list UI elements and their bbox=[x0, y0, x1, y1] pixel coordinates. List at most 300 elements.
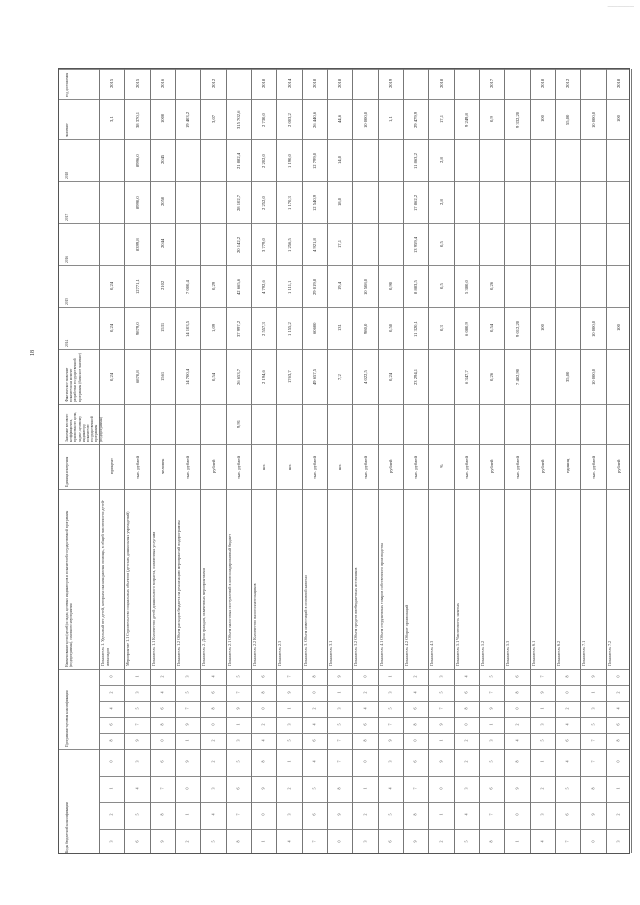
pcode-digit: 2 bbox=[260, 723, 266, 726]
code-digit: 3 bbox=[615, 840, 621, 842]
code-digit: 2 bbox=[286, 787, 291, 789]
code-digit: 3 bbox=[286, 813, 291, 816]
code-digit: 5 bbox=[210, 840, 215, 842]
code-digit: 0 bbox=[336, 840, 342, 842]
pcode-digit: 9 bbox=[286, 691, 291, 694]
code-digit: 0 bbox=[590, 840, 595, 842]
pcode-digit: 9 bbox=[539, 691, 545, 694]
row-baseline: 7,2 bbox=[337, 374, 343, 380]
code-subcol-line bbox=[99, 776, 629, 777]
code-digit: 5 bbox=[311, 787, 317, 789]
code-digit: 3 bbox=[539, 813, 545, 816]
pcode-digit: 7 bbox=[539, 675, 545, 678]
header-label-baseline: Фактическое значение показателя на момент разработки государственной программы (базисное значение) bbox=[65, 353, 82, 402]
row-divider bbox=[327, 69, 328, 853]
pcode-digit: 0 bbox=[564, 691, 570, 694]
row-name: Показатель 2.1 Объем налоговых поступлений в консолидированный бюджет bbox=[226, 533, 232, 666]
row-final-year: 2018 bbox=[616, 79, 622, 89]
row-unit: рублей bbox=[489, 459, 495, 474]
row-divider bbox=[606, 69, 607, 853]
header-label-name: Наименование цели (целей) и задач, целевых индикаторов и показателей государственной программы (подпрограммы), основного мероприятия bbox=[65, 510, 74, 667]
row-unit: тыс. рублей bbox=[590, 455, 596, 479]
row-divider bbox=[352, 69, 353, 853]
row-name: Показатель 5.1 Численность занятых bbox=[454, 603, 460, 666]
row-unit: тыс. рублей bbox=[362, 455, 368, 479]
code-digit: 2 bbox=[438, 840, 443, 842]
code-digit: 2 bbox=[108, 813, 114, 816]
row-final-year: 2019 bbox=[388, 79, 394, 89]
row-final-value: 100 bbox=[540, 115, 546, 123]
code-digit: 9 bbox=[590, 813, 595, 816]
row-final-year: 2012 bbox=[565, 79, 571, 89]
row-value-2014: 9879,0 bbox=[134, 321, 140, 335]
pcode-digit: 8 bbox=[564, 675, 570, 678]
code-digit: 8 bbox=[159, 813, 165, 816]
row-value-2016: 20 142,2 bbox=[236, 236, 242, 253]
code-digit: 8 bbox=[336, 787, 342, 789]
row-final-year: 2018 bbox=[312, 79, 318, 89]
row-unit: тыс. рублей bbox=[464, 455, 470, 479]
pcode-digit: 6 bbox=[463, 691, 469, 694]
header-label-weight: Значение весового коэффициента, присвоенного цели, задаче, целевому индикатору, показателю государственной программы (подпрограммы) bbox=[65, 411, 103, 442]
pcode-digit: 8 bbox=[311, 675, 317, 678]
pcode-digit: 8 bbox=[362, 739, 367, 742]
row-final-value: 3,07 bbox=[210, 115, 216, 124]
row-value-2014: 1 155,2 bbox=[286, 321, 292, 336]
row-divider bbox=[504, 69, 505, 853]
row-unit: единиц bbox=[565, 458, 571, 474]
row-baseline: 49 657,5 bbox=[312, 369, 318, 386]
row-divider bbox=[631, 69, 632, 853]
pcode-digit: 8 bbox=[108, 739, 114, 742]
row-name: Показатель 1.1 Количество детей дошкольного возраста, охваченных услугами bbox=[150, 531, 156, 666]
row-divider bbox=[302, 69, 303, 853]
pcode-subcol-line bbox=[99, 685, 629, 686]
pcode-digit: 4 bbox=[615, 707, 621, 710]
row-name: Показатель 5.2 bbox=[480, 640, 485, 666]
code-digit: 7 bbox=[235, 813, 241, 816]
row-value-2017: 12 540,9 bbox=[312, 194, 318, 211]
row-value-2015: 0,5 bbox=[438, 283, 444, 290]
row-final-year: 2018 bbox=[438, 79, 444, 89]
row-final-value: 55,00 bbox=[565, 114, 571, 125]
code-digit: 9 bbox=[336, 813, 342, 816]
row-unit: шт. bbox=[337, 463, 343, 470]
code-digit: 3 bbox=[362, 840, 367, 842]
row-value-2017: 28 102,7 bbox=[236, 194, 242, 211]
row-value-2018: 12 799,0 bbox=[312, 152, 318, 169]
row-divider bbox=[175, 69, 176, 853]
row-name: Показатель 6.1 bbox=[530, 640, 536, 666]
row-divider bbox=[200, 69, 201, 853]
row-divider bbox=[428, 69, 429, 853]
row-value-2015: 10 508,0 bbox=[362, 278, 368, 295]
row-final-value: 315 702,6 bbox=[236, 110, 242, 129]
row-baseline: 1763,7 bbox=[286, 370, 292, 384]
code-digit: 0 bbox=[184, 787, 190, 789]
pcode-digit: 9 bbox=[488, 707, 494, 710]
code-digit: 1 bbox=[362, 787, 367, 789]
row-value-2017: 2,8 bbox=[438, 199, 444, 206]
pcode-digit: 5 bbox=[184, 691, 190, 694]
pcode-digit: 3 bbox=[134, 691, 139, 694]
row-unit: рублей bbox=[210, 459, 216, 474]
row-value-2014: 14 103,5 bbox=[185, 320, 191, 337]
row-name: Показатель 3. Объем инвестиций в основной капитал bbox=[302, 574, 308, 666]
code-digit: 3 bbox=[108, 840, 114, 842]
code-digit: 4 bbox=[210, 813, 215, 816]
code-digit: 4 bbox=[286, 840, 291, 842]
pcode-digit: 5 bbox=[387, 707, 393, 710]
pcode-digit: 5 bbox=[590, 723, 595, 726]
row-value-2015: 19,4 bbox=[337, 282, 343, 291]
row-value-2014: 11 320,1 bbox=[413, 320, 419, 337]
pcode-digit: 7 bbox=[235, 691, 241, 694]
row-final-value: 44,6 bbox=[337, 115, 343, 124]
header-label-unit: Единица измерения bbox=[65, 456, 69, 487]
band-divider bbox=[59, 181, 629, 182]
pcode-digit: 2 bbox=[463, 739, 469, 742]
pcode-digit: 4 bbox=[311, 723, 317, 726]
row-baseline: 6870,8 bbox=[134, 370, 140, 384]
code-digit: 4 bbox=[387, 787, 393, 789]
row-value-2015: 0,26 bbox=[489, 282, 495, 291]
code-digit: 3 bbox=[463, 787, 469, 789]
row-value-2017: 8990,0 bbox=[134, 195, 140, 209]
row-value-2018: 21 882,4 bbox=[236, 152, 242, 169]
row-divider bbox=[378, 69, 379, 853]
pcode-digit: 5 bbox=[235, 675, 241, 678]
code-digit: 0 bbox=[362, 760, 367, 763]
pcode-digit: 3 bbox=[184, 675, 190, 678]
code-digit: 7 bbox=[590, 760, 595, 763]
code-digit: 0 bbox=[260, 813, 266, 816]
code-digit: 6 bbox=[412, 760, 418, 763]
row-value-2014: 100 bbox=[540, 324, 546, 332]
code-digit: 8 bbox=[412, 813, 418, 816]
code-digit: 8 bbox=[260, 760, 266, 763]
data-table bbox=[58, 68, 630, 854]
row-value-2014: 2 557,3 bbox=[261, 321, 267, 336]
pcode-digit: 6 bbox=[362, 723, 367, 726]
pcode-digit: 5 bbox=[539, 739, 545, 742]
pcode-digit: 2 bbox=[615, 691, 621, 694]
row-final-value: 19 403,2 bbox=[185, 111, 191, 128]
pcode-digit: 8 bbox=[159, 723, 165, 726]
pcode-digit: 6 bbox=[514, 675, 519, 678]
row-final-value: 38 370,1 bbox=[134, 111, 140, 128]
pcode-digit: 5 bbox=[286, 739, 291, 742]
row-value-2014: 60600 bbox=[312, 322, 318, 334]
code-digit: 5 bbox=[488, 760, 494, 763]
row-final-value: 10 000,0 bbox=[362, 111, 368, 128]
row-value-2015: 29 019,8 bbox=[312, 278, 318, 295]
row-unit: человек bbox=[160, 458, 166, 475]
code-digit: 2 bbox=[539, 787, 545, 789]
row-value-2018: 2,8 bbox=[438, 157, 444, 164]
pcode-digit: 7 bbox=[387, 723, 393, 726]
code-digit: 5 bbox=[463, 840, 469, 842]
code-digit: 7 bbox=[336, 760, 342, 763]
pcode-digit: 1 bbox=[134, 675, 139, 678]
code-subcol-line bbox=[99, 829, 629, 830]
row-final-value: 17,1 bbox=[438, 115, 444, 124]
pcode-digit: 2 bbox=[412, 675, 418, 678]
row-final-value: 100 bbox=[616, 115, 622, 123]
pcode-digit: 0 bbox=[412, 739, 418, 742]
row-baseline: 6 347,7 bbox=[464, 370, 470, 385]
pcode-digit: 3 bbox=[590, 707, 595, 710]
row-weight: 9,91 bbox=[236, 420, 242, 429]
row-value-2018: 2045 bbox=[160, 155, 166, 165]
code-digit: 0 bbox=[438, 787, 443, 789]
code-digit: 6 bbox=[488, 787, 494, 789]
pcode-digit: 0 bbox=[311, 691, 317, 694]
row-divider bbox=[403, 69, 404, 853]
page-number: 18 bbox=[30, 350, 36, 356]
row-value-2016: 2044 bbox=[160, 239, 166, 249]
row-name: Показатель 4.1 Объем отгруженных товаров собственного производства bbox=[378, 543, 384, 666]
pcode-digit: 6 bbox=[210, 691, 215, 694]
row-final-value: 1,1 bbox=[388, 116, 394, 123]
band-divider bbox=[59, 99, 629, 100]
code-digit: 3 bbox=[387, 760, 393, 763]
row-value-2014: 0,3 bbox=[438, 325, 444, 332]
code-digit: 3 bbox=[210, 787, 215, 789]
pcode-digit: 1 bbox=[286, 707, 291, 710]
pcode-digit: 1 bbox=[184, 739, 190, 742]
row-name: Показатель 6.2 bbox=[556, 640, 561, 666]
row-name: Показатель 2.3 bbox=[277, 640, 283, 666]
band-divider bbox=[59, 265, 629, 266]
pcode-digit: 2 bbox=[514, 723, 519, 726]
pcode-digit: 7 bbox=[590, 739, 595, 742]
code-digit: 5 bbox=[387, 813, 393, 816]
code-digit: 7 bbox=[159, 787, 165, 789]
code-digit: 6 bbox=[387, 840, 393, 842]
pcode-digit: 4 bbox=[159, 691, 165, 694]
code-digit: 6 bbox=[159, 760, 165, 763]
row-value-2015: 7 000,4 bbox=[185, 279, 191, 294]
pcode-subcol-line bbox=[99, 701, 629, 702]
code-digit: 6 bbox=[134, 840, 139, 842]
row-name: Показатель 7.1 bbox=[581, 640, 587, 666]
pcode-digit: 8 bbox=[260, 691, 266, 694]
pcode-digit: 2 bbox=[564, 707, 570, 710]
code-digit: 5 bbox=[235, 760, 241, 763]
pcode-digit: 7 bbox=[488, 691, 494, 694]
row-value-2015: 8 883,5 bbox=[413, 279, 419, 294]
row-value-2014: 37 997,2 bbox=[236, 320, 242, 337]
pcode-digit: 5 bbox=[134, 707, 139, 710]
pcode-digit: 4 bbox=[108, 707, 114, 710]
code-digit: 4 bbox=[134, 787, 139, 789]
row-final-value: 2 730,0 bbox=[261, 112, 267, 127]
row-name: Показатель 3.2 Объем средств внебюджетных источников bbox=[353, 567, 359, 666]
pcode-digit: 4 bbox=[463, 675, 469, 678]
row-final-year: 2014 bbox=[286, 79, 292, 89]
row-divider bbox=[530, 69, 531, 853]
row-unit: рублей bbox=[616, 459, 622, 474]
row-value-2017: 1 170,3 bbox=[286, 195, 292, 210]
pcode-digit: 0 bbox=[615, 675, 621, 678]
row-baseline: 10 000,0 bbox=[590, 369, 596, 386]
row-final-year: 2012 bbox=[210, 79, 216, 89]
row-unit: тыс. рублей bbox=[413, 455, 419, 479]
row-divider bbox=[150, 69, 151, 853]
pcode-digit: 4 bbox=[362, 707, 367, 710]
row-final-value: 9 332,20 bbox=[514, 111, 520, 128]
pcode-subcol-line bbox=[99, 717, 629, 718]
row-value-2014: 9 012,20 bbox=[514, 320, 520, 337]
row-value-2017: 2 252,0 bbox=[261, 195, 267, 210]
pcode-digit: 7 bbox=[286, 675, 291, 678]
pcode-digit: 9 bbox=[336, 675, 342, 678]
row-final-value: 10 000,0 bbox=[590, 111, 596, 128]
pcode-digit: 6 bbox=[311, 739, 317, 742]
row-name: Показатель 2.2 Количество налогоплательщиков bbox=[252, 583, 257, 666]
row-name: Показатель 2. Доля граждан, охваченных мероприятиями bbox=[201, 568, 207, 666]
row-value-2015: 42 665,6 bbox=[236, 278, 242, 295]
pcode-digit: 0 bbox=[463, 723, 469, 726]
row-final-year: 2018 bbox=[261, 79, 267, 89]
code-digit: 5 bbox=[564, 787, 570, 789]
row-final-year: 2015 bbox=[109, 79, 115, 89]
pcode-digit: 2 bbox=[311, 707, 317, 710]
row-final-value: 1000 bbox=[160, 114, 166, 124]
row-final-value: 0,9 bbox=[489, 116, 495, 123]
row-value-2018: 1 190,0 bbox=[286, 153, 292, 168]
code-digit: 6 bbox=[564, 813, 570, 816]
pcode-digit: 6 bbox=[564, 739, 570, 742]
band-divider bbox=[59, 223, 629, 224]
pcode-digit: 9 bbox=[235, 707, 241, 710]
pcode-digit: 9 bbox=[590, 675, 595, 678]
code-digit: 5 bbox=[134, 813, 139, 816]
band-divider bbox=[59, 139, 629, 140]
pcode-digit: 3 bbox=[438, 675, 443, 678]
row-final-year: 2017 bbox=[489, 79, 495, 89]
pcode-digit: 2 bbox=[210, 739, 215, 742]
row-final-year: 2015 bbox=[134, 79, 140, 89]
pcode-digit: 0 bbox=[514, 707, 519, 710]
pcode-digit: 8 bbox=[514, 691, 519, 694]
pcode-digit: 2 bbox=[159, 675, 165, 678]
code-digit: 6 bbox=[235, 787, 241, 789]
pcode-digit: 6 bbox=[260, 675, 266, 678]
header-label-final-value: значение bbox=[65, 123, 69, 137]
row-name: Показатель 7.2 bbox=[606, 640, 612, 666]
code-digit: 1 bbox=[184, 813, 190, 816]
row-name: Показатель 1.2 Объем расходов бюджета на реализацию мероприятий подпрограммы bbox=[176, 520, 181, 666]
band-divider bbox=[59, 669, 629, 670]
header-label-year-2014: 2014 bbox=[65, 339, 69, 347]
pcode-digit: 2 bbox=[108, 691, 114, 694]
code-digit: 9 bbox=[159, 840, 165, 842]
row-value-2016: 0,5 bbox=[438, 241, 444, 248]
row-name: Показатель 4.3 bbox=[429, 640, 435, 666]
row-value-2018: 2 202,0 bbox=[261, 153, 267, 168]
row-divider bbox=[454, 69, 455, 853]
pcode-digit: 0 bbox=[108, 675, 114, 678]
row-final-year: 2016 bbox=[160, 79, 166, 89]
code-digit: 4 bbox=[463, 813, 469, 816]
code-digit: 6 bbox=[311, 813, 317, 816]
pcode-digit: 9 bbox=[387, 739, 393, 742]
row-baseline: 1561 bbox=[160, 371, 166, 381]
pcode-digit: 6 bbox=[159, 707, 165, 710]
pcode-digit: 4 bbox=[210, 675, 215, 678]
code-digit: 9 bbox=[260, 787, 266, 789]
pcode-digit: 4 bbox=[514, 739, 519, 742]
row-value-2014: 100 bbox=[616, 324, 622, 332]
row-value-2014: 0,54 bbox=[489, 324, 495, 333]
row-unit: рублей bbox=[540, 459, 546, 474]
row-name: Показатель 5.3 bbox=[505, 640, 511, 666]
code-digit: 1 bbox=[108, 787, 114, 789]
pcode-digit: 1 bbox=[235, 723, 241, 726]
band-divider bbox=[59, 349, 629, 350]
row-divider bbox=[580, 69, 581, 853]
pcode-digit: 8 bbox=[412, 723, 418, 726]
code-digit: 1 bbox=[615, 787, 621, 789]
pcode-digit: 0 bbox=[260, 707, 266, 710]
code-digit: 0 bbox=[514, 813, 519, 816]
band-divider bbox=[59, 307, 629, 308]
code-digit: 0 bbox=[615, 760, 621, 763]
pcode-digit: 1 bbox=[590, 691, 595, 694]
pcode-digit: 7 bbox=[134, 723, 139, 726]
row-name: Мероприятие 1.1 Строительство социальных объектов (детских дошкольных учреждений) bbox=[125, 511, 131, 666]
row-unit: % bbox=[438, 463, 444, 468]
row-final-value: 9 249,8 bbox=[464, 112, 470, 127]
pcode-digit: 1 bbox=[387, 675, 393, 678]
pcode-digit: 0 bbox=[159, 739, 165, 742]
row-divider bbox=[99, 69, 100, 853]
row-value-2016: 13 959,4 bbox=[413, 236, 419, 253]
pcode-digit: 3 bbox=[235, 739, 241, 742]
pcode-digit: 1 bbox=[438, 739, 443, 742]
row-value-2014: 980,0 bbox=[362, 323, 368, 334]
row-name: Показатель 3.1 bbox=[328, 640, 333, 666]
code-digit: 9 bbox=[412, 840, 418, 842]
code-digit: 2 bbox=[362, 813, 367, 816]
row-unit: тыс. рублей bbox=[185, 455, 191, 479]
row-unit: тыс. рублей bbox=[236, 455, 242, 479]
row-value-2014: 0,50 bbox=[388, 324, 394, 333]
code-digit: 8 bbox=[488, 840, 494, 842]
row-value-2015: 0,90 bbox=[388, 282, 394, 291]
code-digit: 1 bbox=[286, 760, 291, 763]
row-value-2015: 5 380,0 bbox=[464, 279, 470, 294]
row-baseline: 23 294,1 bbox=[413, 369, 419, 386]
code-digit: 9 bbox=[438, 760, 443, 763]
pcode-digit: 5 bbox=[488, 675, 494, 678]
code-digit: 8 bbox=[514, 760, 519, 763]
pcode-digit: 9 bbox=[438, 723, 443, 726]
pcode-digit: 7 bbox=[184, 707, 190, 710]
code-subcol-line bbox=[99, 802, 629, 803]
row-divider bbox=[124, 69, 125, 853]
row-value-2018: 11 863,2 bbox=[413, 152, 419, 169]
pcode-digit: 9 bbox=[134, 739, 139, 742]
row-value-2017: 2050 bbox=[160, 197, 166, 207]
row-value-2015: 4 792,6 bbox=[261, 279, 267, 294]
corner-mark: ___________ bbox=[607, 4, 634, 8]
row-value-2017: 18,0 bbox=[337, 198, 343, 207]
code-digit: 7 bbox=[564, 840, 570, 842]
row-baseline: 0,54 bbox=[210, 372, 216, 381]
